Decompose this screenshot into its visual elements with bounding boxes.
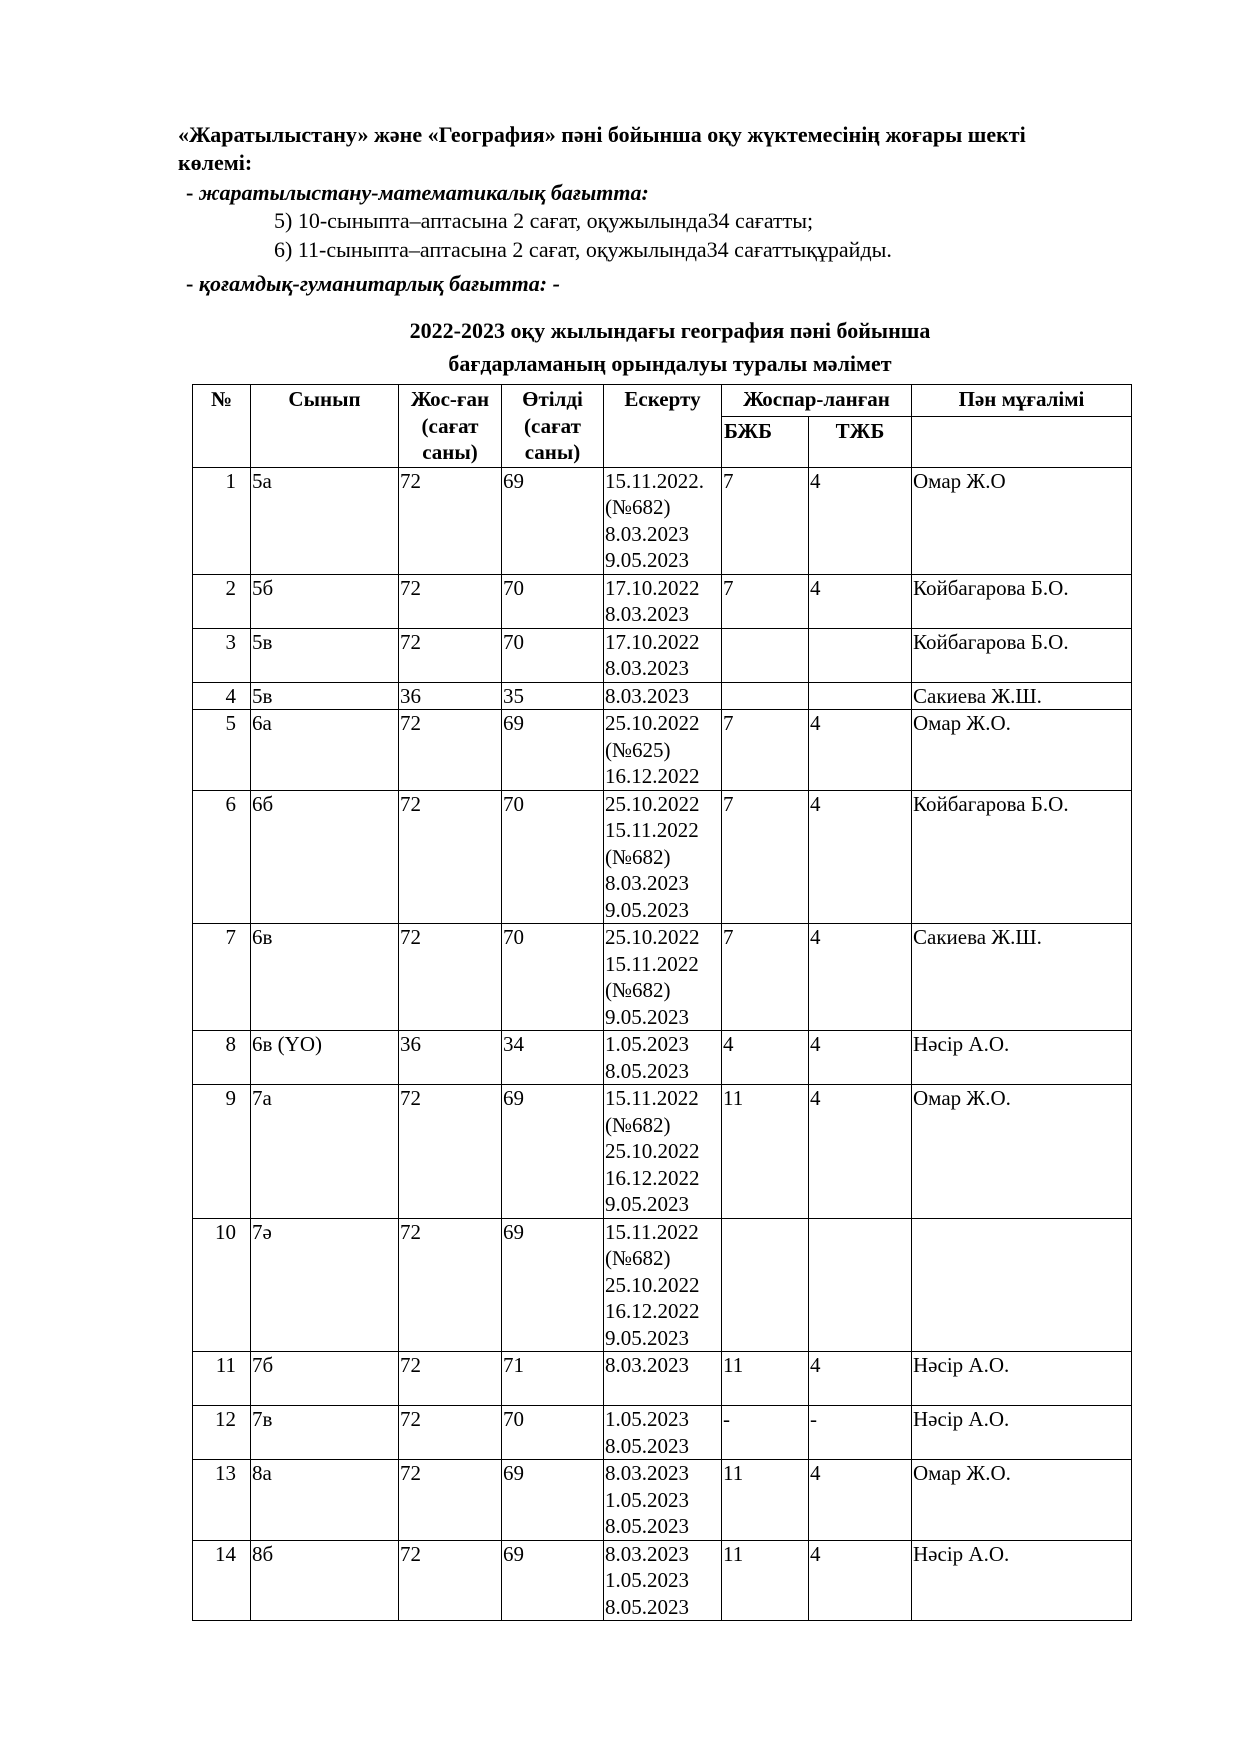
table-title-line1: 2022-2023 оқу жылындағы география пәні бойынша	[409, 318, 931, 343]
header-planned-assessments: Жоспар-ланған	[722, 385, 912, 417]
cell-number: 6	[193, 790, 251, 924]
cell-note	[604, 574, 722, 628]
cell-bjb: 7	[722, 710, 809, 791]
table-row	[193, 924, 1132, 1031]
note-line: 8.05.2023	[605, 1594, 689, 1619]
direction-label: қоғамдық-гуманитарлық бағытта: -	[198, 271, 560, 296]
cell-class: 5в	[251, 628, 399, 682]
cell-planned-hours: 36	[399, 1031, 502, 1085]
cell-teacher: Нәсір А.О.	[912, 1352, 1132, 1406]
cell-bjb: 4	[722, 1031, 809, 1085]
header-planned-hours: Жос-ған (сағат саны)	[399, 385, 502, 468]
table-row	[193, 1218, 1132, 1352]
table-row	[193, 1031, 1132, 1085]
header-class: Сынып	[251, 385, 399, 468]
note-line: 9.05.2023	[605, 548, 689, 572]
cell-class: 7в	[251, 1406, 399, 1460]
cell-note	[604, 1460, 722, 1541]
cell-teacher: Нәсір А.О.	[912, 1031, 1132, 1085]
cell-number: 13	[193, 1460, 251, 1541]
cell-planned-hours: 72	[399, 1406, 502, 1460]
cell-class: 5а	[251, 467, 399, 574]
cell-note	[604, 1218, 722, 1352]
table-header-row	[193, 385, 1132, 417]
direction-label: жаратылыстану-математикалық бағытта:	[198, 180, 649, 205]
cell-planned-hours: 72	[399, 628, 502, 682]
cell-teacher: Нәсір А.О.	[912, 1406, 1132, 1460]
cell-bjb: 7	[722, 924, 809, 1031]
cell-bjb	[722, 628, 809, 682]
cell-number: 12	[193, 1406, 251, 1460]
cell-teacher: Койбагарова Б.О.	[912, 790, 1132, 924]
cell-class: 6в (ҮО)	[251, 1031, 399, 1085]
direction-dash: -	[186, 271, 199, 296]
header-note: Ескерту	[604, 385, 722, 468]
cell-teacher	[912, 1218, 1132, 1352]
cell-bjb: 11	[722, 1460, 809, 1541]
cell-tjb	[809, 1218, 912, 1352]
cell-class: 6в	[251, 924, 399, 1031]
note-line: (№682)	[605, 495, 671, 519]
note-line: 1.05.2023	[605, 1487, 689, 1512]
note-line: 25.10.2022	[605, 1272, 700, 1297]
note-line: 9.05.2023	[605, 1004, 689, 1029]
note-line: 1.05.2023	[605, 1568, 689, 1592]
cell-planned-hours: 36	[399, 682, 502, 710]
table-row	[193, 710, 1132, 791]
cell-number: 2	[193, 574, 251, 628]
note-line: 8.03.2023	[605, 521, 689, 546]
cell-bjb: 11	[722, 1352, 809, 1406]
cell-completed-hours: 69	[502, 1540, 604, 1621]
note-line: 16.12.2022	[605, 1165, 700, 1190]
table-row	[193, 1085, 1132, 1219]
table-row	[193, 1540, 1132, 1621]
cell-class: 7а	[251, 1085, 399, 1219]
cell-planned-hours: 72	[399, 1352, 502, 1406]
cell-completed-hours: 70	[502, 628, 604, 682]
cell-tjb: 4	[809, 574, 912, 628]
cell-note	[604, 1085, 722, 1219]
cell-planned-hours: 72	[399, 1460, 502, 1541]
list-item-6: 6) 11-сыныпта–аптасына 2 сағат, оқужылында34 сағаттықұрайды.	[274, 237, 892, 262]
cell-note	[604, 1406, 722, 1460]
cell-bjb: -	[722, 1406, 809, 1460]
cell-planned-hours: 72	[399, 924, 502, 1031]
note-line: 25.10.2022	[605, 711, 700, 735]
cell-tjb: 4	[809, 1085, 912, 1219]
header-bjb: БЖБ	[722, 416, 809, 467]
note-line: (№682)	[605, 1112, 671, 1137]
header-teacher: Пән мұғалімі	[912, 385, 1132, 417]
cell-teacher: Сакиева Ж.Ш.	[912, 682, 1132, 710]
note-line: (№682)	[605, 1246, 671, 1270]
cell-completed-hours: 35	[502, 682, 604, 710]
note-line: 9.05.2023	[605, 897, 689, 922]
cell-number: 10	[193, 1218, 251, 1352]
note-line: (№682)	[605, 978, 671, 1002]
direction-natural-math	[186, 180, 649, 206]
cell-completed-hours: 69	[502, 1460, 604, 1541]
table-row	[193, 574, 1132, 628]
cell-note	[604, 710, 722, 791]
cell-planned-hours: 72	[399, 710, 502, 791]
note-line: 8.03.2023	[605, 683, 689, 708]
cell-number: 5	[193, 710, 251, 791]
cell-number: 14	[193, 1540, 251, 1621]
cell-planned-hours: 72	[399, 1085, 502, 1219]
note-line: 15.11.2022	[605, 1086, 699, 1110]
note-line: 9.05.2023	[605, 1192, 689, 1216]
cell-class: 6б	[251, 790, 399, 924]
cell-tjb: 4	[809, 1540, 912, 1621]
cell-completed-hours: 70	[502, 574, 604, 628]
cell-class: 5в	[251, 682, 399, 710]
cell-class: 5б	[251, 574, 399, 628]
cell-planned-hours: 72	[399, 574, 502, 628]
cell-tjb: 4	[809, 467, 912, 574]
cell-bjb: 11	[722, 1540, 809, 1621]
note-line: 8.05.2023	[605, 1058, 689, 1083]
note-line: 15.11.2022	[605, 818, 699, 842]
cell-bjb: 7	[722, 574, 809, 628]
cell-bjb	[722, 682, 809, 710]
cell-note	[604, 1352, 722, 1406]
cell-teacher: Койбагарова Б.О.	[912, 574, 1132, 628]
cell-number: 3	[193, 628, 251, 682]
cell-note	[604, 467, 722, 574]
cell-number: 4	[193, 682, 251, 710]
cell-completed-hours: 69	[502, 1218, 604, 1352]
cell-teacher: Койбагарова Б.О.	[912, 628, 1132, 682]
table-title-line2: бағдарламаның орындалуы туралы мәлімет	[448, 351, 892, 376]
cell-teacher: Омар Ж.О.	[912, 1460, 1132, 1541]
cell-note	[604, 628, 722, 682]
cell-number: 7	[193, 924, 251, 1031]
cell-class: 6а	[251, 710, 399, 791]
note-line: 16.12.2022	[605, 1299, 700, 1323]
note-line: 8.03.2023	[605, 871, 689, 895]
table-row	[193, 682, 1132, 710]
note-line: 8.03.2023	[605, 602, 689, 626]
cell-tjb: 4	[809, 1352, 912, 1406]
note-line: 25.10.2022	[605, 1139, 700, 1163]
header-number: №	[193, 385, 251, 468]
cell-tjb	[809, 628, 912, 682]
cell-class: 7ә	[251, 1218, 399, 1352]
note-line: 15.11.2022	[605, 1219, 699, 1244]
note-line: 25.10.2022	[605, 791, 700, 816]
cell-note	[604, 682, 722, 710]
table-row	[193, 1460, 1132, 1541]
direction-dash: -	[186, 180, 199, 205]
cell-completed-hours: 69	[502, 1085, 604, 1219]
header-tjb: ТЖБ	[809, 416, 912, 467]
cell-note	[604, 790, 722, 924]
header-teacher-blank	[912, 416, 1132, 467]
cell-class: 8а	[251, 1460, 399, 1541]
cell-planned-hours: 72	[399, 467, 502, 574]
note-line: 1.05.2023	[605, 1407, 689, 1431]
note-line: 1.05.2023	[605, 1032, 689, 1056]
cell-teacher: Сакиева Ж.Ш.	[912, 924, 1132, 1031]
cell-tjb	[809, 682, 912, 710]
cell-number: 11	[193, 1352, 251, 1406]
note-line: 16.12.2022	[605, 764, 700, 788]
header-completed-hours: Өтілді (сағат саны)	[502, 385, 604, 468]
note-line: 25.10.2022	[605, 925, 700, 949]
cell-completed-hours: 34	[502, 1031, 604, 1085]
cell-bjb: 7	[722, 467, 809, 574]
list-item-5: 5) 10-сыныпта–аптасына 2 сағат, оқужылында34 сағатты;	[274, 208, 814, 233]
cell-number: 8	[193, 1031, 251, 1085]
note-line: 15.11.2022.	[605, 468, 704, 493]
intro-heading-line2: көлемі:	[178, 150, 253, 175]
cell-tjb: 4	[809, 1031, 912, 1085]
cell-number: 9	[193, 1085, 251, 1219]
cell-bjb	[722, 1218, 809, 1352]
cell-tjb: 4	[809, 924, 912, 1031]
table-row	[193, 467, 1132, 574]
cell-bjb: 11	[722, 1085, 809, 1219]
table-row	[193, 1352, 1132, 1406]
cell-planned-hours: 72	[399, 1540, 502, 1621]
cell-completed-hours: 69	[502, 467, 604, 574]
cell-teacher: Омар Ж.О.	[912, 710, 1132, 791]
cell-completed-hours: 70	[502, 924, 604, 1031]
note-line: 8.05.2023	[605, 1433, 689, 1458]
note-line: 8.03.2023	[605, 1353, 689, 1377]
cell-completed-hours: 70	[502, 790, 604, 924]
table-row	[193, 628, 1132, 682]
cell-tjb: 4	[809, 710, 912, 791]
cell-note	[604, 924, 722, 1031]
table-row	[193, 1406, 1132, 1460]
cell-planned-hours: 72	[399, 790, 502, 924]
cell-tjb: -	[809, 1406, 912, 1460]
table-row	[193, 790, 1132, 924]
note-line: 8.03.2023	[605, 1541, 689, 1566]
note-line: 15.11.2022	[605, 951, 699, 976]
note-line: (№682)	[605, 844, 671, 869]
cell-teacher: Нәсір А.О.	[912, 1540, 1132, 1621]
cell-planned-hours: 72	[399, 1218, 502, 1352]
cell-tjb: 4	[809, 790, 912, 924]
cell-completed-hours: 69	[502, 710, 604, 791]
cell-teacher: Омар Ж.О.	[912, 1085, 1132, 1219]
direction-social-humanitarian	[186, 271, 560, 297]
note-line: 8.05.2023	[605, 1514, 689, 1538]
cell-note	[604, 1031, 722, 1085]
cell-teacher: Омар Ж.О	[912, 467, 1132, 574]
table-body	[193, 467, 1132, 1621]
note-line: 8.03.2023	[605, 656, 689, 680]
note-line: 9.05.2023	[605, 1325, 689, 1350]
cell-completed-hours: 71	[502, 1352, 604, 1406]
cell-class: 7б	[251, 1352, 399, 1406]
cell-tjb: 4	[809, 1460, 912, 1541]
intro-heading-line1: «Жаратылыстану» және «География» пәні бойынша оқу жүктемесінің жоғары шекті	[178, 122, 1026, 147]
note-line: 8.03.2023	[605, 1461, 689, 1485]
cell-note	[604, 1540, 722, 1621]
cell-class: 8б	[251, 1540, 399, 1621]
note-line: (№625)	[605, 737, 671, 762]
note-line: 17.10.2022	[605, 575, 700, 600]
note-line: 17.10.2022	[605, 629, 700, 654]
cell-bjb: 7	[722, 790, 809, 924]
program-execution-table	[192, 384, 1132, 1621]
cell-completed-hours: 70	[502, 1406, 604, 1460]
cell-number: 1	[193, 467, 251, 574]
